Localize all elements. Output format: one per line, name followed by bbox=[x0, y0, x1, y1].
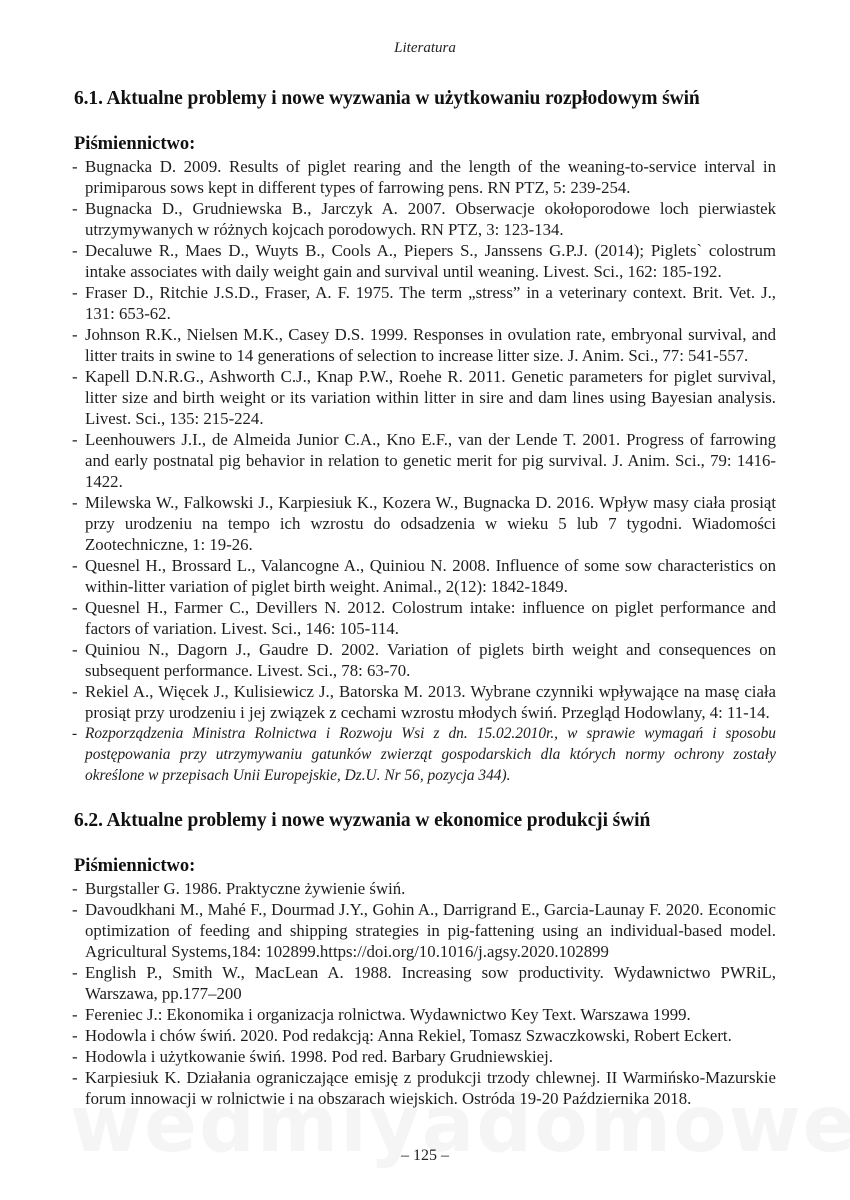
list-dash: - bbox=[72, 1068, 78, 1087]
reference-item bbox=[72, 429, 776, 492]
reference-text: Bugnacka D. 2009. Results of piglet rearing and the length of the weaning-to-service interval in primiparous sows kept in different types of farrowing pens. RN PTZ, 5: 239-254. bbox=[85, 157, 776, 197]
list-dash: - bbox=[72, 367, 78, 386]
list-dash: - bbox=[72, 1047, 78, 1066]
list-dash: - bbox=[72, 725, 78, 742]
section-title: 6.2. Aktualne problemy i nowe wyzwania w ekonomice produkcji świń bbox=[74, 810, 651, 831]
reference-text: Quesnel H., Brossard L., Valancogne A., Quiniou N. 2008. Influence of some sow characteristics on within-litter variation of piglet birth weight. Animal., 2(12): 1842-1849. bbox=[85, 556, 776, 596]
reference-text: Rozporządzenia Ministra Rolnictwa i Rozwoju Wsi z dn. 15.02.2010r., w sprawie wymagań i sposobu postępowania przy utrzymywaniu gatunków zwierząt gospodarskich dla których normy ochrony zostały określone w przepisach Unii Europejskie, Dz.U. Nr 56, pozycja 344). bbox=[85, 725, 776, 784]
reference-text: Quiniou N., Dagorn J., Gaudre D. 2002. Variation of piglets birth weight and consequences on subsequent performance. Livest. Sci., 78: 63-70. bbox=[85, 640, 776, 680]
reference-text: Rekiel A., Więcek J., Kulisiewicz J., Batorska M. 2013. Wybrane czynniki wpływające na masę ciała prosiąt przy urodzeniu i jej związek z cechami wzrostu młodych świń. Przegląd Hodowlany, 4: 11-14. bbox=[85, 682, 776, 722]
list-dash: - bbox=[72, 283, 78, 302]
list-dash: - bbox=[72, 556, 78, 575]
list-dash: - bbox=[72, 1005, 78, 1024]
reference-text: Leenhouwers J.I., de Almeida Junior C.A., Kno E.F., van der Lende T. 2001. Progress of farrowing and early postnatal pig behavior in relation to genetic merit for pig survival. J. Anim. Sci., 79: 1416-1422. bbox=[85, 430, 776, 491]
list-dash: - bbox=[72, 682, 78, 701]
reference-item bbox=[72, 1046, 776, 1067]
reference-text: English P., Smith W., MacLean A. 1988. Increasing sow productivity. Wydawnictwo PWRiL, Warszawa, pp.177–200 bbox=[85, 963, 776, 1003]
section-6-1 bbox=[72, 88, 776, 786]
list-dash: - bbox=[72, 598, 78, 617]
page-number: – 125 – bbox=[401, 1147, 449, 1164]
reference-item bbox=[72, 899, 776, 962]
reference-text: Decaluwe R., Maes D., Wuyts B., Cools A., Piepers S., Janssens G.P.J. (2014); Piglets` colostrum intake associates with daily weight gain and survival until weaning. Livest. Sci., 162: 185-192. bbox=[85, 241, 776, 281]
reference-text: Milewska W., Falkowski J., Karpiesiuk K., Kozera W., Bugnacka D. 2016. Wpływ masy ciała prosiąt przy urodzeniu na tempo ich wzrostu do odsadzenia w wieku 5 lub 7 tygodni. Wiadomości Zootechniczne, 1: 19-26. bbox=[85, 493, 776, 554]
reference-item bbox=[72, 962, 776, 1004]
list-dash: - bbox=[72, 430, 78, 449]
reference-item bbox=[72, 723, 776, 786]
list-dash: - bbox=[72, 963, 78, 982]
list-dash: - bbox=[72, 493, 78, 512]
reference-text: Bugnacka D., Grudniewska B., Jarczyk A. 2007. Obserwacje okołoporodowe loch pierwiastek utrzymywanych w różnych kojcach porodowych. RN PTZ, 3: 123-134. bbox=[85, 199, 776, 239]
reference-item bbox=[72, 1025, 776, 1046]
reference-item bbox=[72, 597, 776, 639]
reference-item bbox=[72, 681, 776, 723]
reference-item bbox=[72, 282, 776, 324]
list-dash: - bbox=[72, 157, 78, 176]
running-header: Literatura bbox=[394, 40, 456, 56]
list-dash: - bbox=[72, 640, 78, 659]
reference-item bbox=[72, 156, 776, 198]
list-dash: - bbox=[72, 199, 78, 218]
list-dash: - bbox=[72, 241, 78, 260]
reference-list bbox=[72, 156, 776, 786]
reference-text: Karpiesiuk K. Działania ograniczające emisję z produkcji trzody chlewnej. II Warmińsko-Mazurskie forum innowacji w rolnictwie i na obszarach wiejskich. Ostróda 19-20 Października 2018. bbox=[85, 1068, 776, 1108]
bibliography-heading: Piśmiennictwo: bbox=[74, 856, 196, 876]
reference-text: Quesnel H., Farmer C., Devillers N. 2012. Colostrum intake: influence on piglet performance and factors of variation. Livest. Sci., 146: 105-114. bbox=[85, 598, 776, 638]
reference-item bbox=[72, 1004, 776, 1025]
reference-text: Hodowla i chów świń. 2020. Pod redakcją: Anna Rekiel, Tomasz Szwaczkowski, Robert Eckert. bbox=[85, 1026, 732, 1045]
reference-text: Burgstaller G. 1986. Praktyczne żywienie świń. bbox=[85, 879, 406, 898]
list-dash: - bbox=[72, 325, 78, 344]
bibliography-heading: Piśmiennictwo: bbox=[74, 134, 196, 154]
reference-item bbox=[72, 240, 776, 282]
reference-item bbox=[72, 492, 776, 555]
reference-text: Fereniec J.: Ekonomika i organizacja rolnictwa. Wydawnictwo Key Text. Warszawa 1999. bbox=[85, 1005, 691, 1024]
reference-list bbox=[72, 878, 776, 1109]
reference-text: Johnson R.K., Nielsen M.K., Casey D.S. 1999. Responses in ovulation rate, embryonal survival, and litter traits in swine to 14 generations of selection to increase litter size. J. Anim. Sci., 77: 541-557. bbox=[85, 325, 776, 365]
list-dash: - bbox=[72, 900, 78, 919]
reference-item bbox=[72, 324, 776, 366]
reference-text: Fraser D., Ritchie J.S.D., Fraser, A. F. 1975. The term „stress” in a veterinary context. Brit. Vet. J., 131: 653-62. bbox=[85, 283, 776, 323]
list-dash: - bbox=[72, 879, 78, 898]
reference-text: Hodowla i użytkowanie świń. 1998. Pod red. Barbary Grudniewskiej. bbox=[85, 1047, 553, 1066]
reference-item bbox=[72, 198, 776, 240]
reference-item bbox=[72, 366, 776, 429]
reference-text: Davoudkhani M., Mahé F., Dourmad J.Y., Gohin A., Darrigrand E., Garcia-Launay F. 2020. Economic optimization of feeding and shipping strategies in pig-fattening using an individual-based model. Agricultural Systems,184: 102899.https://doi.org/10.1016/j.agsy.2020.102899 bbox=[85, 900, 776, 961]
reference-item bbox=[72, 555, 776, 597]
reference-item bbox=[72, 878, 776, 899]
reference-item bbox=[72, 639, 776, 681]
list-dash: - bbox=[72, 1026, 78, 1045]
reference-text: Kapell D.N.R.G., Ashworth C.J., Knap P.W., Roehe R. 2011. Genetic parameters for piglet survival, litter size and birth weight or its variation within litter in sire and dam lines using Bayesian analysis. Livest. Sci., 135: 215-224. bbox=[85, 367, 776, 428]
reference-item bbox=[72, 1067, 776, 1109]
section-6-2 bbox=[72, 810, 776, 1109]
section-title: 6.1. Aktualne problemy i nowe wyzwania w użytkowaniu rozpłodowym świń bbox=[74, 88, 700, 109]
page-content bbox=[72, 88, 776, 1109]
